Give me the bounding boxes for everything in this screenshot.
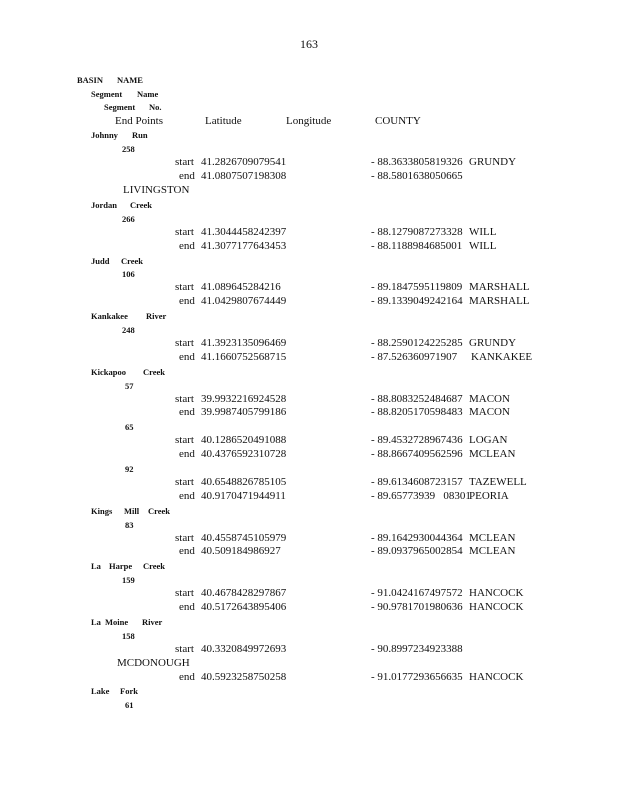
end-label: end xyxy=(179,601,195,613)
start-label: start xyxy=(175,434,194,446)
page-number: 163 xyxy=(300,37,318,51)
stream-name-part: Lake xyxy=(91,686,110,696)
stream-name-part: La xyxy=(91,561,101,571)
end-county: MCLEAN xyxy=(469,545,516,557)
start-label: start xyxy=(175,532,194,544)
stream-name-part: Judd xyxy=(91,256,110,266)
end-county: HANCOCK xyxy=(469,601,524,613)
segment-number: 266 xyxy=(122,214,135,224)
end-longitude: - 88.1188984685001 xyxy=(371,240,463,252)
header-segment-name: Name xyxy=(137,89,159,99)
start-latitude: 40.4558745105979 xyxy=(201,532,287,544)
end-longitude: - 88.8667409562596 xyxy=(371,448,463,460)
end-longitude: - 88.5801638050665 xyxy=(371,170,463,182)
start-latitude: 40.1286520491088 xyxy=(201,434,287,446)
start-county: MACON xyxy=(469,393,510,405)
wrapped-county: LIVINGSTON xyxy=(123,184,190,196)
end-latitude: 39.9987405799186 xyxy=(201,406,287,418)
end-label: end xyxy=(179,490,195,502)
start-county: GRUNDY xyxy=(469,337,517,349)
start-longitude: - 89.6134608723157 xyxy=(371,476,463,488)
start-label: start xyxy=(175,156,194,168)
start-longitude: - 91.0424167497572 xyxy=(371,587,463,599)
segment-number: 106 xyxy=(122,269,135,279)
start-longitude: - 88.8083252484687 xyxy=(371,393,463,405)
start-label: start xyxy=(175,643,194,655)
end-county: MCLEAN xyxy=(469,448,516,460)
start-county: TAZEWELL xyxy=(469,476,527,488)
start-latitude: 40.4678428297867 xyxy=(201,587,287,599)
start-longitude: - 89.4532728967436 xyxy=(371,434,463,446)
start-longitude: - 89.1847595119809 xyxy=(371,281,463,293)
segment-number: 83 xyxy=(125,520,134,530)
header-latitude: Latitude xyxy=(205,115,242,127)
start-latitude: 41.3044458242397 xyxy=(201,226,287,238)
end-longitude: - 88.8205170598483 xyxy=(371,406,463,418)
segment-number: 65 xyxy=(125,422,134,432)
end-label: end xyxy=(179,448,195,460)
segment-number: 258 xyxy=(122,144,135,154)
end-latitude: 41.0429807674449 xyxy=(201,295,287,307)
wrapped-county: MCDONOUGH xyxy=(117,657,190,669)
end-longitude: - 89.0937965002854 xyxy=(371,545,463,557)
end-latitude: 40.9170471944911 xyxy=(201,490,286,502)
header-segment: Segment xyxy=(91,89,123,99)
end-county: PEORIA xyxy=(469,490,509,502)
end-longitude: - 89.65773939 08301 xyxy=(371,490,471,502)
start-longitude: - 88.3633805819326 xyxy=(371,156,463,168)
header-longitude: Longitude xyxy=(286,115,332,127)
end-latitude: 40.5172643895406 xyxy=(201,601,287,613)
header-basin: BASIN xyxy=(77,75,103,85)
end-label: end xyxy=(179,351,195,363)
start-longitude: - 88.2590124225285 xyxy=(371,337,463,349)
stream-name-part: Mill xyxy=(124,506,140,516)
segment-number: 57 xyxy=(125,381,134,391)
header-no: No. xyxy=(149,102,162,112)
end-latitude: 40.4376592310728 xyxy=(201,448,287,460)
start-latitude: 41.2826709079541 xyxy=(201,156,287,168)
start-county: HANCOCK xyxy=(469,587,524,599)
stream-name-part: Kings xyxy=(91,506,113,516)
end-latitude: 41.3077177643453 xyxy=(201,240,287,252)
end-longitude: - 90.9781701980636 xyxy=(371,601,463,613)
segment-number: 92 xyxy=(125,464,134,474)
end-county: MARSHALL xyxy=(469,295,530,307)
end-label: end xyxy=(179,671,195,683)
start-county: MARSHALL xyxy=(469,281,530,293)
start-longitude: - 88.1279087273328 xyxy=(371,226,463,238)
end-county: MACON xyxy=(469,406,510,418)
stream-name-part: Creek xyxy=(148,506,171,516)
stream-name-part: Kankakee xyxy=(91,311,128,321)
start-latitude: 41.089645284216 xyxy=(201,281,281,293)
header-segment-2: Segment xyxy=(104,102,136,112)
start-label: start xyxy=(175,226,194,238)
start-county: MCLEAN xyxy=(469,532,516,544)
end-county: HANCOCK xyxy=(469,671,524,683)
start-label: start xyxy=(175,476,194,488)
start-label: start xyxy=(175,393,194,405)
stream-name-part: Creek xyxy=(130,200,153,210)
stream-name-part: River xyxy=(146,311,167,321)
start-latitude: 39.9932216924528 xyxy=(201,393,287,405)
end-longitude: - 87.526360971907 xyxy=(371,351,458,363)
end-county: WILL xyxy=(469,240,497,252)
end-longitude: - 91.0177293656635 xyxy=(371,671,463,683)
start-latitude: 40.6548826785105 xyxy=(201,476,287,488)
end-longitude: - 89.1339049242164 xyxy=(371,295,463,307)
start-longitude: - 89.1642930044364 xyxy=(371,532,463,544)
end-latitude: 40.5923258750258 xyxy=(201,671,287,683)
header-end-points: End Points xyxy=(115,115,163,127)
stream-name-part: Johnny xyxy=(91,130,118,140)
stream-name-part: Creek xyxy=(121,256,144,266)
end-label: end xyxy=(179,240,195,252)
end-label: end xyxy=(179,295,195,307)
start-label: start xyxy=(175,587,194,599)
header-county: COUNTY xyxy=(375,115,421,127)
stream-name-part: Creek xyxy=(143,561,166,571)
segment-number: 158 xyxy=(122,631,135,641)
end-label: end xyxy=(179,170,195,182)
segment-number: 61 xyxy=(125,700,134,710)
end-latitude: 41.0807507198308 xyxy=(201,170,287,182)
stream-name-part: Jordan xyxy=(91,200,117,210)
start-county: GRUNDY xyxy=(469,156,517,168)
start-label: start xyxy=(175,281,194,293)
start-latitude: 41.3923135096469 xyxy=(201,337,287,349)
end-label: end xyxy=(179,406,195,418)
end-latitude: 41.1660752568715 xyxy=(201,351,287,363)
stream-name-part: Moine xyxy=(105,617,129,627)
stream-name-part: Harpe xyxy=(109,561,133,571)
stream-name-part: River xyxy=(142,617,163,627)
start-label: start xyxy=(175,337,194,349)
start-county: WILL xyxy=(469,226,497,238)
stream-name-part: Creek xyxy=(143,367,166,377)
end-label: end xyxy=(179,545,195,557)
start-longitude: - 90.8997234923388 xyxy=(371,643,463,655)
stream-name-part: Kickapoo xyxy=(91,367,126,377)
end-latitude: 40.509184986927 xyxy=(201,545,281,557)
stream-name-part: La xyxy=(91,617,101,627)
end-county: KANKAKEE xyxy=(471,351,533,363)
header-name: NAME xyxy=(117,75,143,85)
start-county: LOGAN xyxy=(469,434,508,446)
segment-number: 248 xyxy=(122,325,135,335)
stream-name-part: Run xyxy=(132,130,148,140)
stream-name-part: Fork xyxy=(120,686,138,696)
segment-number: 159 xyxy=(122,575,135,585)
start-latitude: 40.3320849972693 xyxy=(201,643,287,655)
